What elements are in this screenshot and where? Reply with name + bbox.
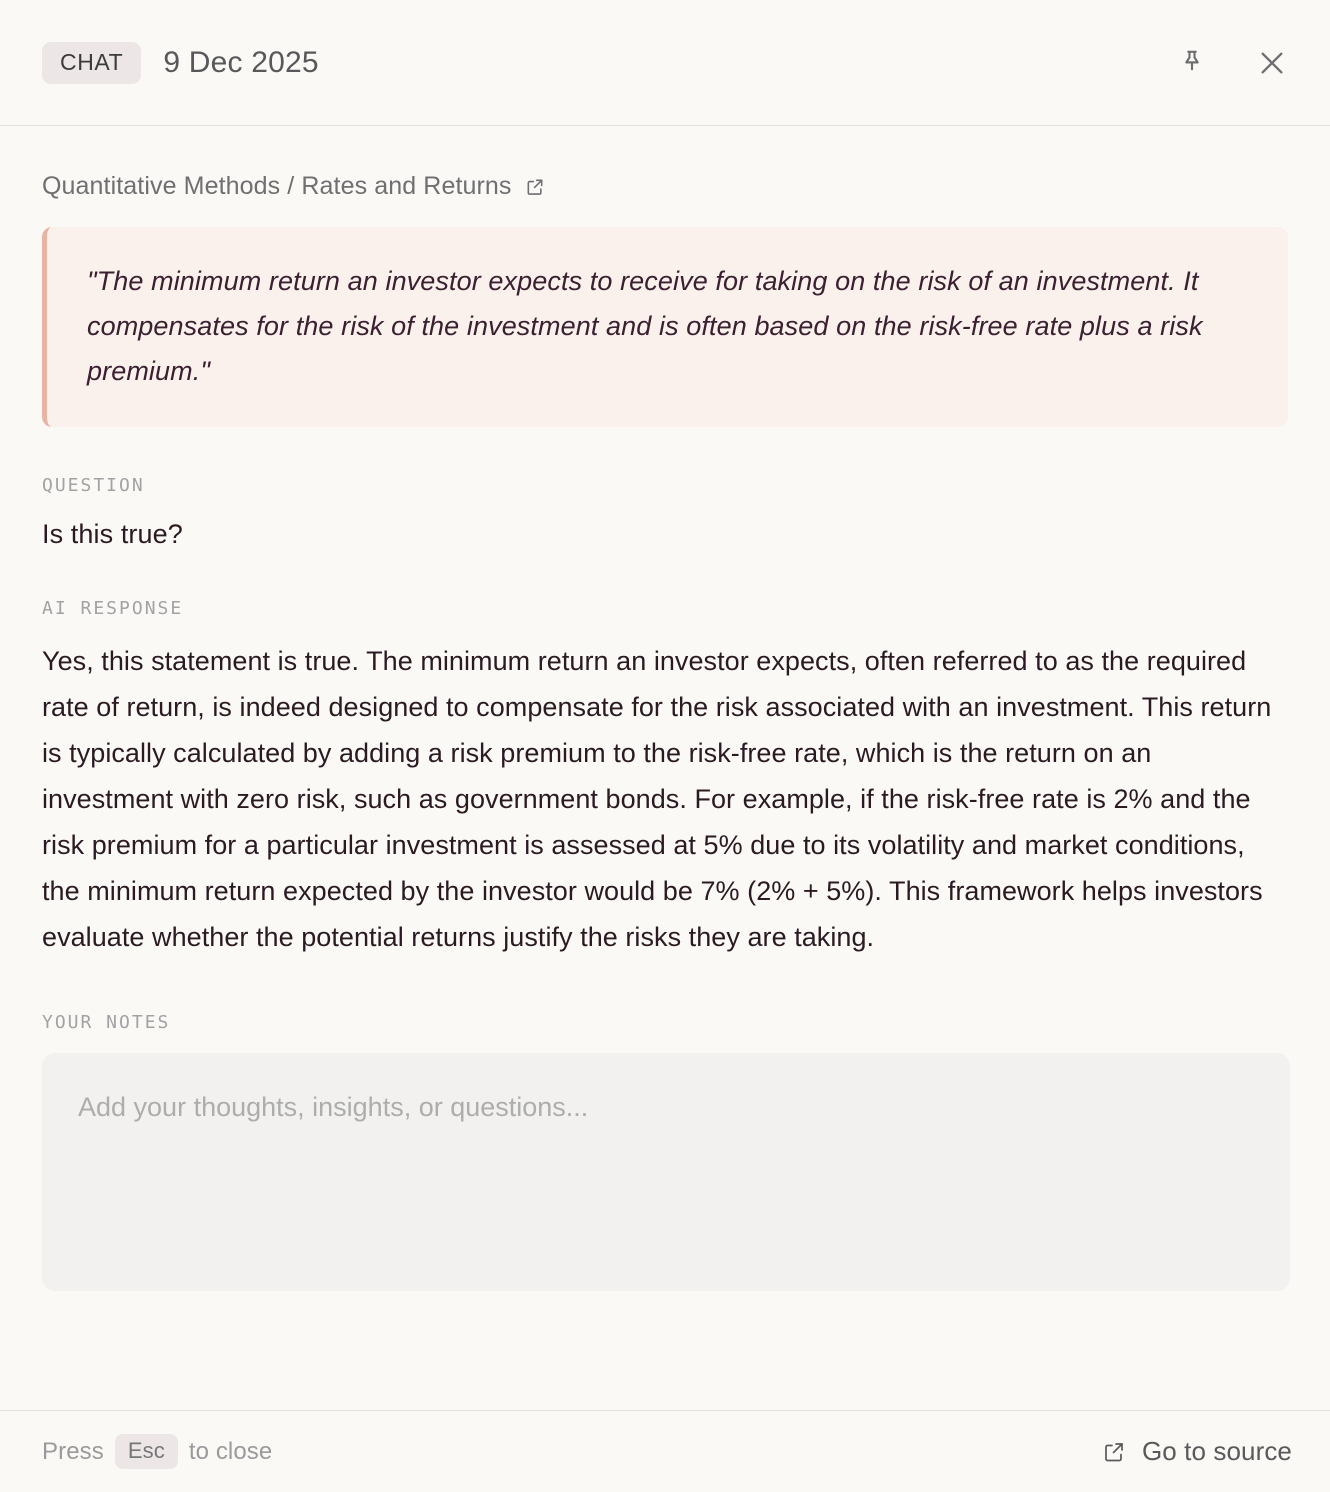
quote-text: "The minimum return an investor expects to receive for taking on the risk of an investment. It compensates for the risk of the investment and is often based on the risk-free rate plus a risk premium." <box>87 266 1203 386</box>
breadcrumb[interactable] <box>42 172 1288 201</box>
panel-footer <box>0 1410 1330 1492</box>
go-to-source-button[interactable] <box>1102 1436 1292 1467</box>
pin-button[interactable] <box>1170 41 1214 85</box>
question-label: QUESTION <box>42 475 145 497</box>
ai-response-label: AI RESPONSE <box>42 598 184 620</box>
your-notes-label: YOUR NOTES <box>42 1012 171 1034</box>
chat-badge: CHAT <box>42 42 141 84</box>
external-link-icon <box>525 177 545 197</box>
go-to-source-label: Go to source <box>1141 1436 1292 1466</box>
header-left-group <box>42 42 1170 84</box>
pin-icon <box>1177 48 1207 78</box>
to-close-label: to close <box>188 1437 273 1465</box>
close-icon <box>1256 47 1288 79</box>
breadcrumb-label: Quantitative Methods / Rates and Returns <box>42 172 512 200</box>
esc-key-badge: Esc <box>115 1434 178 1469</box>
question-text: Is this true? <box>42 519 183 550</box>
ai-response-text: Yes, this statement is true. The minimum return an investor expects, often referred to as the required rate of return, is indeed designed to compensate for the risk associated with an investment. This return is typically calculated by adding a risk premium to the risk-free rate, which is the return on an investment with zero risk, such as government bonds. For example, if the risk-free rate is 2% and the risk premium for a particular investment is assessed at 5% due to its volatility and market conditions, the minimum return expected by the investor would be 7% (2% + 5%). This framework helps investors evaluate whether the potential returns justify the risks they are taking. <box>42 646 1272 952</box>
external-link-icon <box>1102 1440 1126 1464</box>
panel-header <box>0 0 1330 126</box>
press-label: Press <box>42 1437 104 1465</box>
close-button[interactable] <box>1250 41 1294 85</box>
quote-block <box>42 227 1288 427</box>
header-date: 9 Dec 2025 <box>163 45 319 79</box>
notes-input[interactable] <box>42 1053 1290 1291</box>
header-actions <box>1170 41 1294 85</box>
close-hint <box>42 1434 272 1469</box>
panel-content <box>0 126 1330 1410</box>
